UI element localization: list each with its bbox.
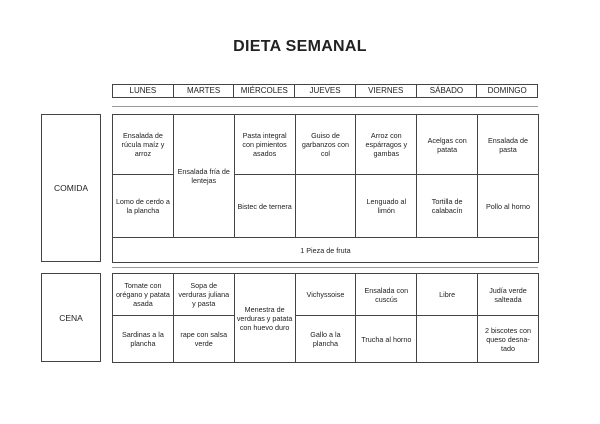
divider <box>112 267 538 268</box>
day-header: SÁBADO <box>416 85 477 97</box>
comida-cell: Pollo al horno <box>478 175 539 238</box>
cena-label: CENA <box>41 273 101 362</box>
cena-cell: Sardinas a la plancha <box>113 316 174 363</box>
day-header: JUEVES <box>294 85 355 97</box>
comida-cell: Ensalada fría de lentejas <box>173 115 234 238</box>
day-header: MARTES <box>173 85 234 97</box>
comida-table <box>112 114 539 263</box>
comida-cell: Arroz con espárragos y gambas <box>356 115 417 175</box>
comida-cell: Lenguado al limón <box>356 175 417 238</box>
day-header: MIÉRCOLES <box>233 85 294 97</box>
comida-cell <box>295 175 356 238</box>
comida-cell: Acelgas con patata <box>417 115 478 175</box>
comida-label: COMIDA <box>41 114 101 262</box>
cena-cell: Trucha al horno <box>356 316 417 363</box>
cena-cell: Sopa de verduras juliana y pasta <box>173 274 234 316</box>
comida-cell: Lomo de cerdo a la plancha <box>113 175 174 238</box>
comida-cell: Tortilla de calabacín <box>417 175 478 238</box>
fruit-cell: 1 Pieza de fruta <box>113 238 539 263</box>
cena-cell <box>417 316 478 363</box>
cena-cell: Menestra de verduras y patata con huevo duro <box>234 274 295 363</box>
day-header: VIERNES <box>355 85 416 97</box>
comida-cell: Ensalada de pasta <box>478 115 539 175</box>
cena-cell: Ensalada con cuscús <box>356 274 417 316</box>
comida-cell: Guiso de garbanzos con col <box>295 115 356 175</box>
cena-cell: Libre <box>417 274 478 316</box>
days-header <box>112 84 538 98</box>
cena-cell: Vichyssoise <box>295 274 356 316</box>
day-header: LUNES <box>129 86 157 95</box>
day-header: DOMINGO <box>476 85 537 97</box>
comida-cell: Pasta integral con pimientos asados <box>234 115 295 175</box>
cena-cell: Judía verde salteada <box>478 274 539 316</box>
cena-cell: rape con salsa verde <box>173 316 234 363</box>
cena-table <box>112 273 539 363</box>
cena-cell: Tomate con orégano y patata asada <box>113 274 174 316</box>
cena-cell: Gallo a la plancha <box>295 316 356 363</box>
page-title: DIETA SEMANAL <box>233 38 367 55</box>
divider <box>112 106 538 107</box>
comida-cell: Ensalada de rúcula maíz y arroz <box>113 115 174 175</box>
comida-cell: Bistec de ternera <box>234 175 295 238</box>
cena-cell: 2 biscotes con queso desna-tado <box>478 316 539 363</box>
